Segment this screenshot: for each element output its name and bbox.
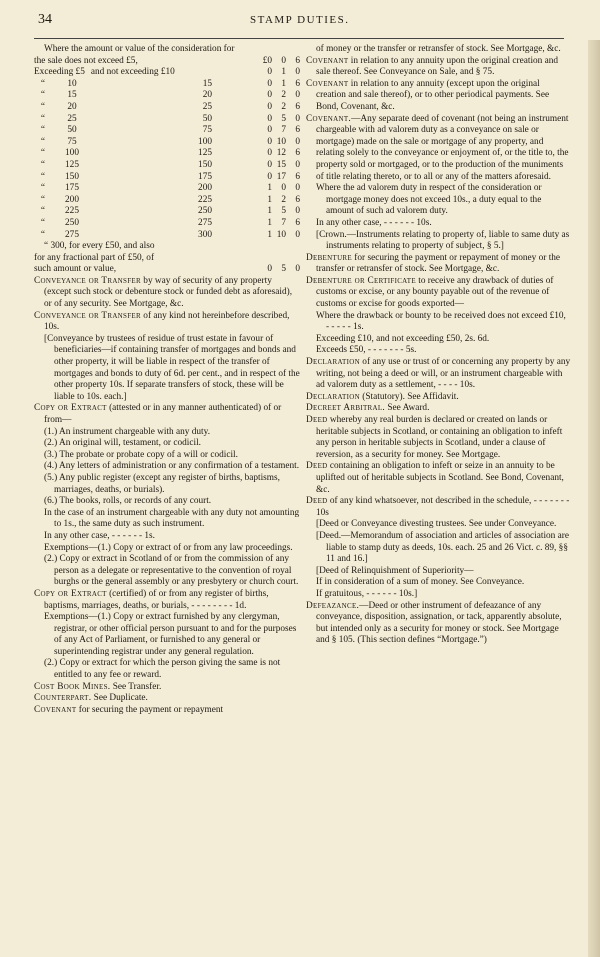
right-column — [306, 44, 571, 647]
schedule-entry — [44, 658, 300, 681]
schedule-entry — [316, 183, 571, 218]
schedule-entry — [306, 357, 571, 392]
entry-text: (attested or in any manner authenticated) of or from— — [44, 403, 282, 425]
scale-tail-row — [34, 264, 300, 276]
amount-s: 10 — [276, 136, 286, 147]
entry-text: See Transfer. — [110, 681, 162, 692]
schedule-entry — [44, 473, 300, 496]
entry-text: (4.) Any letters of administration or any confirmation of a testament. — [44, 461, 300, 472]
schedule-entry — [44, 612, 300, 658]
range-to: 25 — [202, 101, 212, 112]
range-to: 225 — [198, 194, 212, 205]
schedule-entry — [306, 252, 571, 276]
running-title: STAMP DUTIES. — [250, 14, 350, 26]
entry-text: —Deed or other instrument of defeazance of any conveyance, disposition, assignation, or tack, apparently absolute, but intended only as a security for money or stock. See Mortgage and § 105. (This section defines “Mortgage.”) — [316, 600, 562, 646]
left-column — [34, 44, 300, 716]
amount-l: 1 — [267, 183, 272, 194]
amount-d: 0 — [295, 183, 300, 194]
entry-text: If gratuitous, - - - - - - 10s.] — [316, 588, 418, 599]
range-from: 125 — [65, 159, 79, 170]
range-prefix: “ — [40, 136, 46, 147]
entry-text: In any other case, - - - - - - 1s. — [44, 530, 155, 541]
range-to: 75 — [202, 125, 212, 136]
schedule-entry — [44, 508, 300, 531]
duty-scale-table — [34, 44, 300, 276]
schedule-entry — [34, 275, 300, 311]
entry-text: (6.) The books, rolls, or records of any court. — [44, 496, 212, 507]
right-entries — [306, 44, 571, 647]
schedule-entry — [44, 496, 300, 508]
amount-s: 7 — [281, 125, 286, 136]
entry-heading: Deed — [306, 496, 328, 507]
scale-rows — [34, 67, 300, 241]
amount-l: 0 — [267, 101, 272, 112]
entry-heading: Conveyance or Transfer — [34, 275, 141, 286]
entry-text: [Conveyance by trustees of residue of trust estate in favour of beneficiaries—if containing transfer of mortgages and bonds and other property, it will be liable in respect of the transfer of mortgages and bonds to duty of 6d. per cent., and in respect of the other property 10s. If separate transfers of stock, these will be liable to 10s. each.] — [44, 333, 300, 402]
schedule-entry — [34, 704, 300, 717]
range-prefix: “ — [40, 78, 46, 89]
amount-d: 6 — [295, 194, 300, 205]
amount-d: 6 — [295, 125, 300, 136]
amount-d: 6 — [295, 148, 300, 159]
range-to: 200 — [198, 183, 212, 194]
scale-row — [34, 160, 300, 172]
range-prefix: “ — [40, 148, 46, 159]
amount-d: 6 — [295, 101, 300, 112]
scale-range — [34, 67, 258, 79]
schedule-entry — [44, 531, 300, 543]
amount-d: 0 — [295, 90, 300, 101]
scale-row — [34, 230, 300, 242]
schedule-entry — [316, 334, 571, 346]
range-to: 300 — [198, 229, 212, 240]
entry-text: whereby any real burden is declared or created on lands or heritable subjects in Scotland, or containing an obligation to infeft any person in heritable subjects in Scotland, under a clause of reversion, as a security for money. See Mortgage. — [316, 415, 563, 460]
range-from: 10 — [67, 78, 77, 89]
schedule-entry — [306, 78, 571, 114]
scale-range — [34, 114, 258, 126]
amount-l: 0 — [267, 159, 272, 170]
amount-pounds: 0 — [267, 264, 272, 275]
scale-range — [34, 230, 258, 242]
schedule-entry — [316, 531, 571, 566]
schedule-entry — [34, 310, 300, 334]
amount-d: 6 — [295, 171, 300, 182]
range-prefix: “ — [40, 159, 46, 170]
entry-heading: Declaration — [306, 391, 360, 402]
scale-range — [34, 102, 258, 114]
amount-l: 1 — [267, 206, 272, 217]
entry-text: See Duplicate. — [91, 693, 148, 704]
entry-text: (2.) An original will, testament, or codicil. — [44, 438, 201, 449]
entry-text: in relation to any annuity upon the original creation and sale thereof. See Conveyance on Sale, and § 75. — [316, 55, 559, 78]
amount-pence: 0 — [295, 264, 300, 275]
entry-text: If in consideration of a sum of money. See Conveyance. — [316, 577, 525, 588]
scale-row — [34, 183, 300, 195]
schedule-entry — [44, 554, 300, 589]
entry-text: [Crown.—Instruments relating to property of, liable to same duty as instruments relating to property of subject, § 5.] — [316, 229, 570, 252]
amount-shillings: 5 — [281, 264, 286, 275]
entry-heading: Defeazance. — [306, 600, 360, 611]
range-from: 275 — [65, 229, 79, 240]
schedule-entry — [44, 334, 300, 404]
entry-heading: Covenant — [306, 78, 349, 89]
scale-range — [34, 125, 258, 137]
range-to: 275 — [198, 217, 212, 228]
amount-shillings: 0 — [281, 55, 286, 66]
left-entries — [34, 276, 300, 717]
schedule-entry — [306, 403, 571, 415]
range-prefix: “ — [40, 101, 46, 112]
entry-heading: Counterpart. — [34, 693, 92, 704]
scale-range — [34, 218, 258, 230]
entry-text: (5.) Any public register (except any register of births, baptisms, marriages, deaths, or burials). — [44, 472, 280, 495]
range-prefix: “ — [40, 183, 46, 194]
range-to: 50 — [202, 113, 212, 124]
entry-heading: Deed — [306, 415, 328, 425]
page-edge — [588, 40, 600, 957]
entry-text: Exemptions—(1.) Copy or extract furnished by any clergyman, registrar, or other official person pursuant to and for the purposes of any Act of Parliament, or furnished to any general or superintending registrar under any general regulation. — [44, 612, 297, 657]
range-prefix: “ — [40, 229, 46, 240]
entry-text: In the case of an instrument chargeable with any duty not amounting to 1s., the same duty as such instrument. — [44, 507, 300, 530]
range-from: 150 — [65, 171, 79, 182]
entry-text: Exceeds £50, - - - - - - - 5s. — [316, 345, 417, 356]
amount-l: 0 — [267, 125, 272, 136]
entry-text: containing an obligation to infeft or seize in an annuity to be uplifted out of heritable subjects in Scotland. See Bond, Covenant, &c. — [316, 461, 564, 495]
amount-s: 5 — [281, 206, 286, 217]
range-to: 125 — [198, 148, 212, 159]
entry-text: of money or the transfer or retransfer of stock. See Mortgage, &c. — [316, 44, 561, 54]
range-from: 100 — [65, 148, 79, 159]
schedule-entry — [316, 230, 571, 253]
entry-heading: Deed — [306, 461, 328, 472]
scale-tail-2: for any fractional part of £50, of — [34, 252, 155, 263]
scale-tail-1: “ 300, for every £50, and also — [44, 241, 155, 252]
schedule-entry — [44, 438, 300, 450]
amount-l: 0 — [267, 136, 272, 147]
range-to: 15 — [202, 78, 212, 89]
entry-text: for securing the payment or repayment of money or the transfer or retransfer of stock. See Mortgage, &c. — [316, 252, 561, 275]
range-prefix: “ — [40, 217, 46, 228]
amount-pence: 6 — [295, 55, 300, 66]
entry-heading: Declaration — [306, 357, 360, 368]
amount-l: 1 — [267, 194, 272, 205]
schedule-entry — [34, 681, 300, 694]
range-prefix: “ — [40, 90, 46, 101]
amount-s: 1 — [281, 67, 286, 78]
amount-d: 0 — [295, 67, 300, 78]
schedule-entry — [306, 496, 571, 519]
schedule-entry — [316, 44, 571, 56]
scale-range — [34, 137, 258, 149]
scale-range — [34, 90, 258, 102]
scale-range — [34, 160, 258, 172]
scale-row — [34, 79, 300, 91]
range-from: 200 — [65, 194, 79, 205]
scale-range — [34, 183, 258, 195]
schedule-entry — [306, 415, 571, 461]
scale-row — [34, 90, 300, 102]
range-prefix: “ — [40, 194, 46, 205]
scale-intro-text: the sale does not exceed £5, — [34, 55, 138, 66]
schedule-entry — [306, 113, 571, 184]
scale-row — [34, 114, 300, 126]
range-from: 225 — [65, 206, 79, 217]
range-to: 250 — [198, 206, 212, 217]
amount-s: 12 — [276, 148, 286, 159]
entry-text: See Award. — [385, 403, 430, 414]
schedule-entry — [44, 427, 300, 439]
range-from: 15 — [67, 90, 77, 101]
entry-text: in relation to any annuity (except upon the original creation and sale thereof), or to other periodical payments. See Bond, Covenant, &c. — [316, 78, 550, 112]
range-from: 250 — [65, 217, 79, 228]
amount-l: 0 — [267, 113, 272, 124]
entry-text: Exceeding £10, and not exceeding £50, 2s. 6d. — [316, 333, 490, 344]
scale-row — [34, 137, 300, 149]
amount-l: 0 — [267, 90, 272, 101]
schedule-entry — [306, 275, 571, 311]
range-from: 50 — [67, 125, 77, 136]
schedule-entry — [34, 403, 300, 426]
amount-d: 6 — [295, 78, 300, 89]
range-prefix: “ — [40, 206, 46, 217]
entry-text: [Deed.—Memorandum of association and articles of association are liable to stamp duty as deeds, 10s. each. 25 and 26 Vict. c. 89, §§ 11 and 16.] — [316, 530, 569, 565]
entry-text: Where the ad valorem duty in respect of the consideration or mortgage money does not exceed 10s., a duty equal to the amount of such ad valorem duty. — [316, 183, 542, 217]
schedule-entry — [306, 55, 571, 79]
amount-d: 6 — [295, 217, 300, 228]
entry-text: —Any separate deed of covenant (not being an instrument chargeable with ad valorem duty as a conveyance on sale or mortgage) made on the sale or mortgage of any property, and relating solely to the conveyance or enjoyment of, or the title to, the property sold or mortgaged, or to the production of the muniments of title relating thereto, or to all or any of the matters aforesaid. — [316, 113, 569, 182]
amount-l: 0 — [267, 148, 272, 159]
scale-range — [34, 172, 258, 184]
schedule-entry — [306, 600, 571, 647]
schedule-entry — [316, 519, 571, 531]
amount-s: 7 — [281, 217, 286, 228]
entry-heading: Copy or Extract — [34, 403, 107, 414]
entry-heading: Decreet Arbitral. — [306, 403, 386, 414]
schedule-entry — [44, 461, 300, 473]
entry-text: Exemptions—(1.) Copy or extract of or from any law proceedings. — [44, 542, 293, 553]
entry-text: by way of security of any property (except such stock or debenture stock or funded debt as aforesaid), or of any security. See Mortgage, &c. — [44, 275, 293, 310]
entry-text: (2.) Copy or extract for which the person giving the same is not entitled to any fee or reward. — [44, 658, 281, 681]
amount-d: 0 — [295, 159, 300, 170]
range-prefix: “ — [40, 113, 46, 124]
amount-d: 0 — [295, 206, 300, 217]
scale-row — [34, 206, 300, 218]
scale-range — [34, 195, 258, 207]
amount-s: 0 — [281, 183, 286, 194]
entry-text: (2.) Copy or extract in Scotland of or from the commission of any person as a delegate or representative to the convention of royal burghs or the general assembly or any presbytery or church court. — [44, 554, 299, 588]
scale-row — [34, 148, 300, 160]
schedule-entry — [316, 589, 571, 601]
amount-s: 2 — [281, 90, 286, 101]
range-from: 175 — [65, 183, 79, 194]
entry-text: (certified) of or from any register of births, baptisms, marriages, deaths, or burials, - - - - - - - - 1d. — [44, 588, 269, 611]
range-from: 25 — [67, 113, 77, 124]
entry-text: for securing the payment or repayment — [76, 704, 224, 715]
schedule-entry — [316, 345, 571, 357]
amount-l: 1 — [267, 229, 272, 240]
entry-text: Where the drawback or bounty to be received does not exceed £10, - - - - - 1s. — [316, 310, 566, 333]
schedule-entry — [34, 693, 300, 705]
range-to: and not exceeding £10 — [90, 67, 175, 78]
scale-intro-row — [34, 56, 300, 68]
range-to: 150 — [198, 159, 212, 170]
scale-row — [34, 67, 300, 79]
scale-row — [34, 195, 300, 207]
scale-row — [34, 125, 300, 137]
scale-range — [34, 79, 258, 91]
range-to: 175 — [198, 171, 212, 182]
entry-heading: Debenture — [306, 252, 352, 263]
amount-s: 2 — [281, 101, 286, 112]
entry-heading: Cost Book Mines. — [34, 681, 111, 692]
page-number: 34 — [38, 12, 52, 27]
entry-text: (Statutory). See Affidavit. — [359, 391, 459, 402]
range-from: 20 — [67, 101, 77, 112]
schedule-entry — [316, 566, 571, 578]
amount-l: 0 — [267, 78, 272, 89]
entry-text: of any kind not hereinbefore described, 10s. — [44, 310, 290, 333]
schedule-entry — [316, 218, 571, 230]
schedule-entry — [44, 450, 300, 462]
amount-l: 0 — [267, 67, 272, 78]
scale-intro: Where the amount or value of the consideration for — [44, 44, 235, 54]
scale-row — [34, 102, 300, 114]
entry-text: of any use or trust of or concerning any property by any writing, not being a deed or will, or an instrument chargeable with ad valorem duty as a settlement, - - - - 10s. — [316, 357, 571, 391]
scale-range — [34, 206, 258, 218]
entry-text: [Deed or Conveyance divesting trustees. See under Conveyance. — [316, 519, 557, 530]
amount-d: 0 — [295, 113, 300, 124]
amount-s: 1 — [281, 78, 286, 89]
range-to: 20 — [202, 90, 212, 101]
entry-text: to receive any drawback of duties of customs or excise, or any bounty payable out of the revenue of customs or excise for goods exported— — [316, 275, 554, 310]
amount-pounds: £0 — [262, 55, 272, 66]
entry-heading: Copy or Extract — [34, 588, 107, 599]
scale-row — [34, 172, 300, 184]
scale-row — [34, 218, 300, 230]
header-rule — [34, 38, 564, 39]
range-prefix: Exceeding £5 — [34, 67, 85, 78]
entry-heading: Covenant — [34, 704, 77, 715]
range-prefix: “ — [40, 125, 46, 136]
range-to: 100 — [198, 136, 212, 147]
entry-heading: Covenant — [306, 55, 349, 66]
amount-d: 0 — [295, 229, 300, 240]
page-header — [0, 0, 600, 30]
range-prefix: “ — [40, 171, 46, 182]
amount-s: 15 — [276, 159, 286, 170]
amount-s: 2 — [281, 194, 286, 205]
entry-text: of any kind whatsoever, not described in the schedule, - - - - - - - 10s — [316, 496, 570, 518]
amount-l: 0 — [267, 171, 272, 182]
schedule-entry — [34, 588, 300, 612]
schedule-entry — [306, 391, 571, 404]
entry-text: (3.) The probate or probate copy of a will or codicil. — [44, 449, 238, 460]
entry-text: [Deed of Relinquishment of Superiority— — [316, 565, 474, 576]
schedule-entry — [306, 461, 571, 496]
entry-heading: Covenant. — [306, 113, 352, 124]
amount-s: 10 — [276, 229, 286, 240]
amount-l: 1 — [267, 217, 272, 228]
entry-heading: Debenture or Certificate — [306, 275, 416, 286]
amount-s: 17 — [276, 171, 286, 182]
range-from: 75 — [67, 136, 77, 147]
schedule-entry — [316, 311, 571, 334]
schedule-entry — [44, 543, 300, 555]
entry-text: In any other case, - - - - - - 10s. — [316, 217, 432, 228]
entry-text: (1.) An instrument chargeable with any duty. — [44, 426, 211, 437]
entry-heading: Conveyance or Transfer — [34, 310, 141, 321]
amount-d: 0 — [295, 136, 300, 147]
scale-range — [34, 148, 258, 160]
scale-tail-text: such amount or value, — [34, 264, 117, 275]
schedule-entry — [316, 577, 571, 589]
amount-s: 5 — [281, 113, 286, 124]
